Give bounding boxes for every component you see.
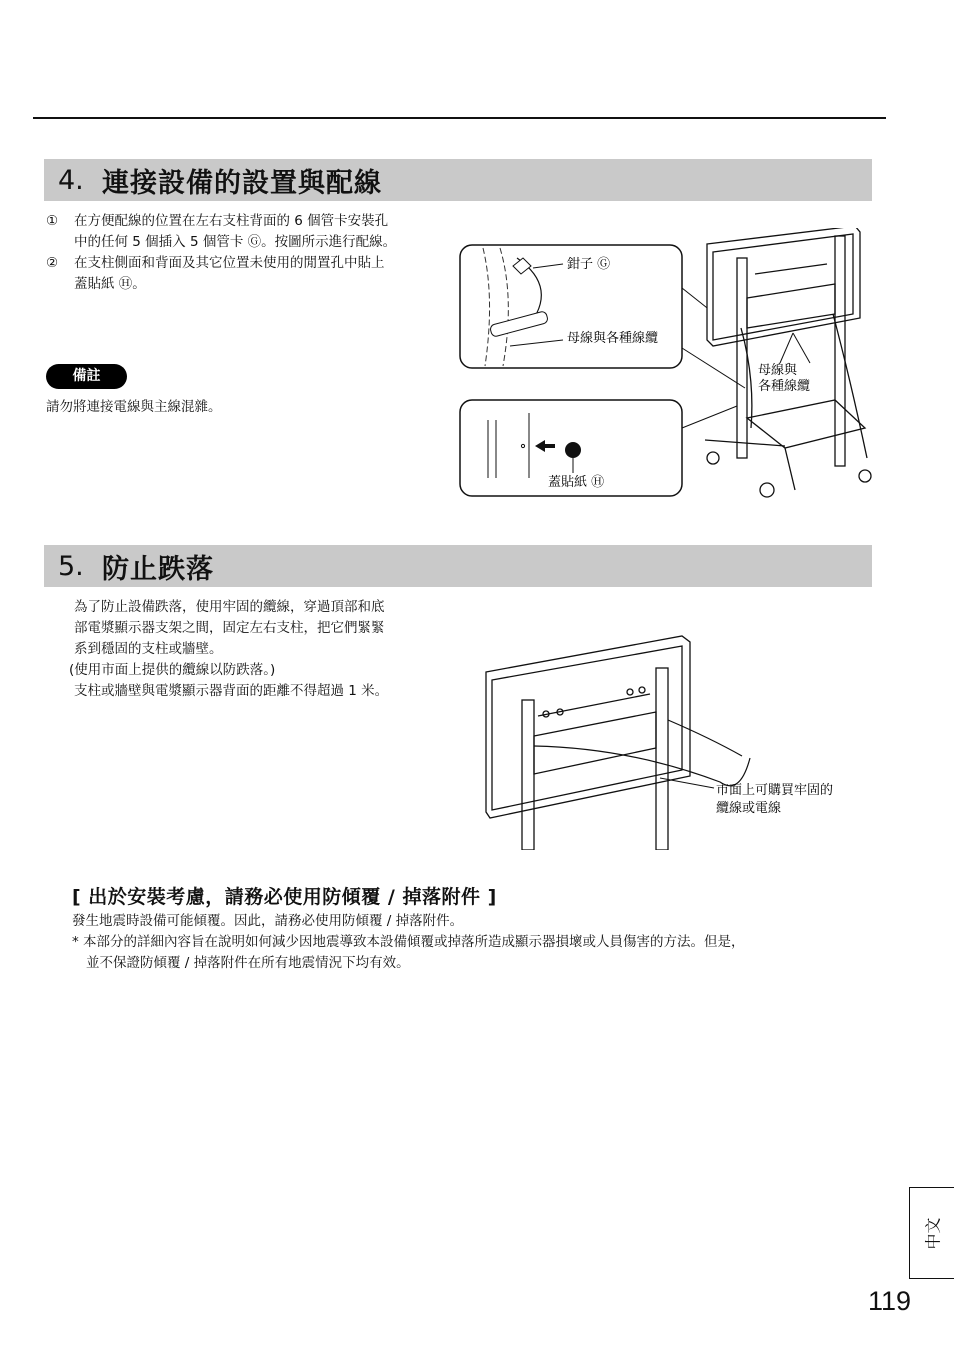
- section-5-text: [69, 597, 464, 702]
- section-5-line-2: 部電漿顯示器支架之間，固定左右支柱，把它們緊緊: [74, 620, 385, 636]
- cable-note-line-1: 市面上可購買牢固的: [716, 783, 834, 798]
- section-4-number: 4.: [58, 164, 84, 196]
- step-1-line-1: 在方便配線的位置在左右支柱背面的 6 個管卡安裝孔: [74, 213, 389, 229]
- display-drawing: [486, 636, 690, 850]
- step-1: [46, 211, 456, 253]
- step-1-line-2: 中的任何 5 個插入 5 個管卡 Ⓖ。按圖所示進行配線。: [74, 234, 397, 250]
- section-4-header: [44, 159, 872, 201]
- step-2-line-2: 蓋貼紙 Ⓗ。: [74, 276, 146, 292]
- section-4-title: 連接設備的設置與配線: [102, 167, 382, 199]
- advice-line-3: 並不保證防傾覆 / 掉落附件在所有地震情況下均有效。: [86, 955, 410, 971]
- cable-label: 母線與各種線纜: [567, 331, 659, 346]
- language-tab: [909, 1187, 954, 1279]
- stand-label-line-1: 母線與: [758, 363, 798, 378]
- section-5-title: 防止跌落: [102, 553, 214, 585]
- page-number: 119: [868, 1286, 912, 1316]
- clamp-label: 鉗子 Ⓖ: [567, 257, 611, 272]
- section-5-header: [44, 545, 872, 587]
- step-1-marker: ①: [46, 213, 59, 229]
- top-rule: [33, 117, 886, 119]
- section-5-line-1: 為了防止設備跌落，使用牢固的纜線，穿過頂部和底: [74, 599, 385, 615]
- advice-heading: [ 出於安裝考慮，請務必使用防傾覆 / 掉落附件 ]: [72, 886, 497, 908]
- section-4-steps: [46, 211, 456, 295]
- section-5-line-4: (使用市面上提供的纜線以防跌落。): [69, 662, 276, 678]
- step-2-marker: ②: [46, 255, 59, 271]
- note-badge: 備註: [46, 364, 127, 389]
- step-2-line-1: 在支柱側面和背面及其它位置未使用的閒置孔中貼上: [74, 255, 385, 271]
- cable-note-line-2: 纜線或電線: [716, 801, 782, 816]
- fall-prevention-figure: [480, 628, 870, 850]
- wiring-figure: [455, 228, 885, 518]
- section-5-line-3: 系到穩固的支柱或牆壁。: [74, 641, 223, 657]
- step-2: [46, 253, 456, 295]
- section-5-line-5: 支柱或牆壁與電漿顯示器背面的距離不得超過 1 米。: [74, 683, 389, 699]
- advice-line-1: 發生地震時設備可能傾覆。因此，請務必使用防傾覆 / 掉落附件。: [72, 913, 464, 929]
- advice-line-2: * 本部分的詳細內容旨在說明如何減少因地震導致本設備傾覆或掉落所造成顯示器損壞或人員傷害的方法。但是，: [72, 934, 745, 950]
- note-text: 請勿將連接電線與主線混雜。: [46, 399, 222, 415]
- language-tab-label: 中文: [923, 1216, 943, 1250]
- cover-sticker-icon: [565, 442, 581, 458]
- section-5-number: 5.: [58, 550, 84, 582]
- stand-label-line-2: 各種線纜: [758, 379, 811, 394]
- cover-label: 蓋貼紙 Ⓗ: [548, 475, 605, 490]
